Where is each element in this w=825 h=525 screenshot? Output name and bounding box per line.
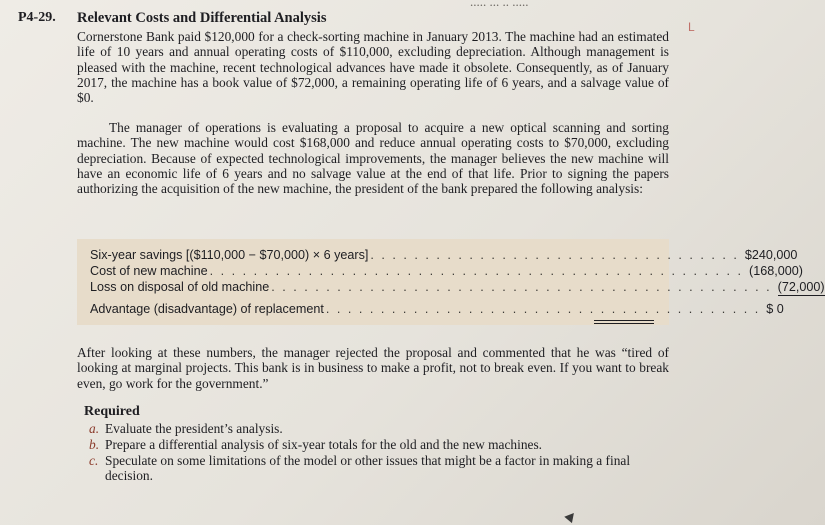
president-analysis-table	[77, 239, 825, 325]
problem-paragraph-3: After looking at these numbers, the manager rejected the proposal and commented that he was “tired of looking at marginal projects. This bank is in business to make a profit, not to break even. If you want to break even, go work for the government.”	[77, 345, 669, 391]
item-letter: c.	[89, 453, 99, 468]
analysis-row-savings: Six-year savings [($110,000 − $70,000) × 6 years] . . . . . . . . . . . . . . . . . . . . . . . . . . . . . . . . . . $240,000	[90, 248, 798, 262]
required-heading: Required	[84, 404, 140, 419]
item-text-continued: decision.	[105, 468, 153, 484]
analysis-amount: (72,000)	[777, 280, 825, 294]
required-item-a	[89, 421, 669, 436]
analysis-row-cost: Cost of new machine . . . . . . . . . . . . . . . . . . . . . . . . . . . . . . . . . . . . . . . . . . . . . . . . . (168,000)	[90, 264, 803, 278]
problem-title: Relevant Costs and Differential Analysis	[77, 10, 327, 26]
analysis-label: Loss on disposal of old machine	[90, 280, 270, 294]
pointer-cursor-icon	[564, 510, 577, 523]
problem-paragraph-1: Cornerstone Bank paid $120,000 for a check-sorting machine in January 2013. The machine had an estimated life of 10 years and annual operating costs of $110,000, excluding depreciation. Although management is pleased with the machine, recent technological advances have made it obsolete. Consequently, as of January 2017, the machine has a book value of $72,000, a remaining operating life of 6 years, and a salvage value of $0.	[77, 29, 669, 106]
analysis-amount: $ 0	[766, 302, 784, 316]
problem-number: P4-29.	[18, 10, 56, 25]
item-text: Evaluate the president’s analysis.	[105, 421, 283, 436]
item-letter: a.	[89, 421, 100, 436]
margin-mark: L	[688, 20, 695, 34]
item-text: Prepare a differential analysis of six-year totals for the old and the new machines.	[105, 437, 543, 452]
analysis-label: Advantage (disadvantage) of replacement	[90, 302, 324, 316]
analysis-amount: (168,000)	[749, 264, 803, 278]
item-text: Speculate on some limitations of the model or other issues that might be a factor in making a final	[105, 453, 631, 468]
problem-paragraph-2: The manager of operations is evaluating a proposal to acquire a new optical scanning and sorting machine. The new machine would cost $168,000 and reduce annual operating costs to $70,000, excluding depreciation. Because of expected technological improvements, the manager believes the new machine will have an economic life of 6 years and no salvage value at the end of that life. Prior to signing the papers authorizing the acquisition of the new machine, the president of the bank prepared the following analysis:	[77, 120, 669, 197]
required-item-c	[89, 453, 669, 484]
analysis-amount: $240,000	[744, 248, 798, 262]
item-letter: b.	[89, 437, 100, 452]
total-double-rule	[594, 320, 654, 324]
analysis-label: Cost of new machine	[90, 264, 208, 278]
required-item-b	[89, 437, 669, 452]
cropped-text-fragment: ..... ... .. .....	[470, 0, 529, 9]
analysis-row-loss: Loss on disposal of old machine . . . . . . . . . . . . . . . . . . . . . . . . . . . . . . . . . . . . . . . . . . . . . . (72,000)	[90, 280, 825, 294]
analysis-label: Six-year savings [($110,000 − $70,000) × 6 years]	[90, 248, 369, 262]
analysis-row-total: Advantage (disadvantage) of replacement . . . . . . . . . . . . . . . . . . . . . . . . . . . . . . . . . . . . . . . . $ 0	[90, 302, 784, 316]
